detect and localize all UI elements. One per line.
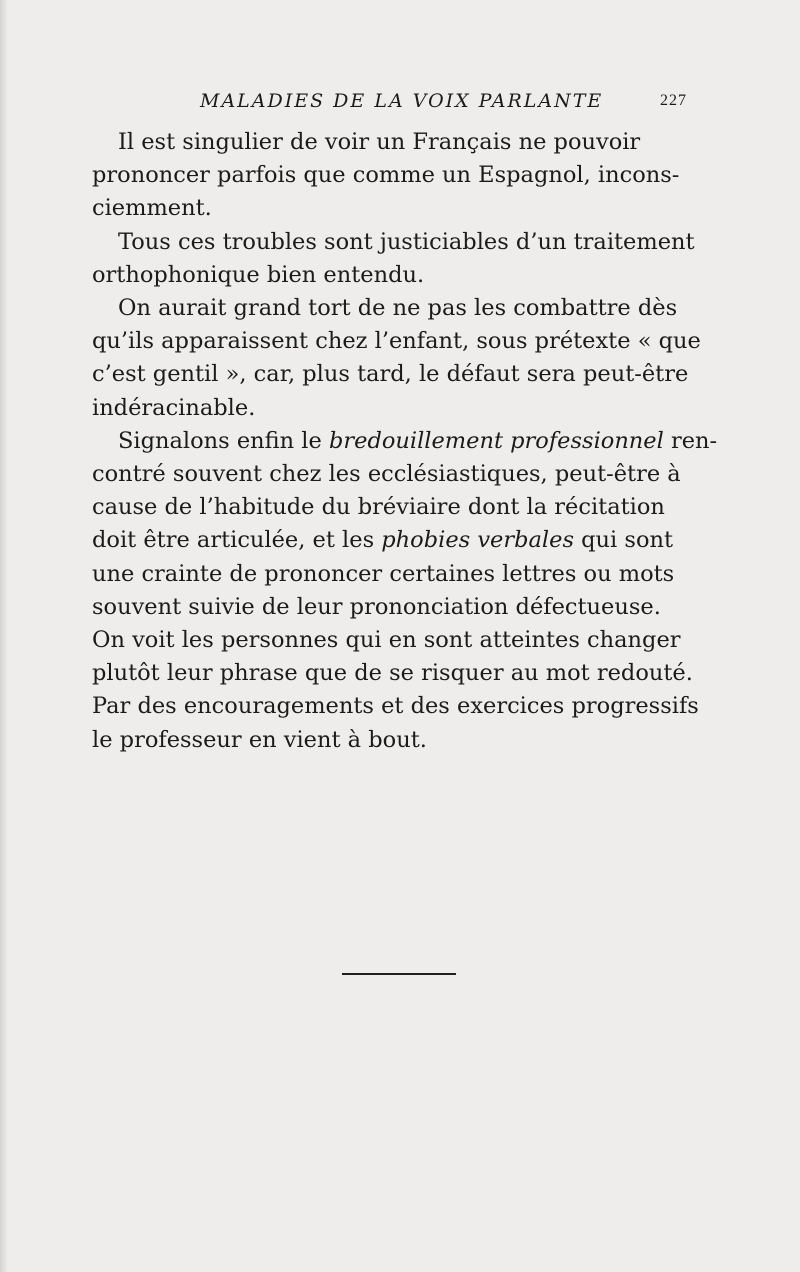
- italic-term: phobies verbales: [381, 527, 574, 554]
- text-line: qu’ils apparaissent chez l’enfant, sous prétexte « que: [92, 328, 701, 355]
- text-line: Par des encouragements et des exercices progressifs: [92, 693, 699, 720]
- page-number: 227: [660, 92, 687, 109]
- page-edge-shadow: [0, 0, 8, 1272]
- text-line: indéracinable.: [92, 394, 256, 421]
- text-line: orthophonique bien entendu.: [92, 261, 425, 288]
- body-text: [92, 126, 718, 757]
- paragraph-4: [92, 425, 718, 757]
- text-line: une crainte de prononcer certaines lettres ou mots: [92, 560, 675, 587]
- paragraph-1: [92, 126, 692, 226]
- paragraph-2: [92, 226, 695, 292]
- text-segment: doit être articulée, et les: [92, 527, 382, 554]
- text-segment: Signalons enfin le: [118, 427, 329, 454]
- text-segment: qui sont: [574, 527, 674, 554]
- text-line: prononcer parfois que comme un Espagnol, incons-: [92, 162, 680, 189]
- text-line: contré souvent chez les ecclésiastiques, peut-être à: [92, 461, 681, 488]
- paragraph-3: [92, 292, 701, 425]
- text-line: le professeur en vient à bout.: [92, 726, 427, 753]
- running-head-title: MALADIES DE LA VOIX PARLANTE: [200, 90, 604, 112]
- text-line: ciemment.: [92, 195, 212, 222]
- italic-term: bredouillement professionnel: [328, 427, 664, 454]
- text-segment: ren-: [663, 427, 718, 454]
- text-line: Il est singulier de voir un Français ne pouvoir: [118, 129, 641, 155]
- text-line: On voit les personnes qui en sont atteintes changer: [92, 627, 681, 654]
- section-end-rule: [342, 973, 456, 975]
- text-line: plutôt leur phrase que de se risquer au mot redouté.: [92, 660, 693, 687]
- text-line: cause de l’habitude du bréviaire dont la récitation: [92, 494, 665, 521]
- text-line: [92, 425, 718, 458]
- text-line: souvent suivie de leur prononciation défectueuse.: [92, 593, 661, 620]
- text-line: Tous ces troubles sont justiciables d’un traitement: [118, 228, 695, 255]
- text-line: c’est gentil », car, plus tard, le défaut sera peut-être: [92, 361, 689, 388]
- text-line: [92, 524, 692, 557]
- text-line: On aurait grand tort de ne pas les combattre dès: [118, 295, 678, 322]
